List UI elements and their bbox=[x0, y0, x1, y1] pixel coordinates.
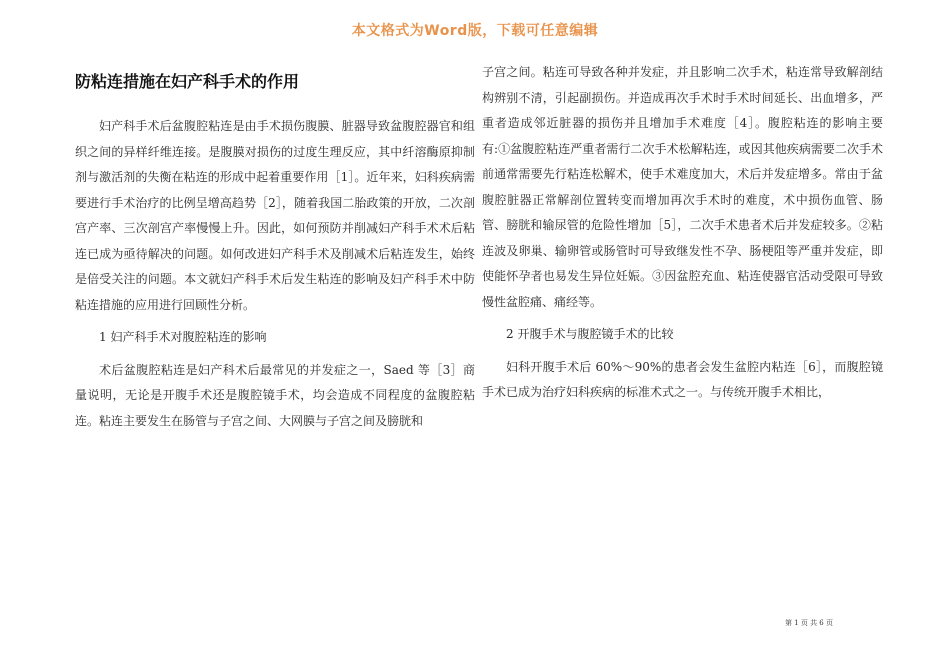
page-number-footer: 第 1 页 共 6 页 bbox=[784, 619, 833, 627]
left-column bbox=[75, 60, 475, 441]
intro-paragraph: 妇产科手术后盆腹腔粘连是由手术损伤腹膜、脏器导致盆腹腔器官和组织之间的异样纤维连接。是腹膜对损伤的过度生理反应，其中纤溶酶原抑制剂与激活剂的失衡在粘连的形成中起着重要作用［1］。近年来，妇科疾病需要进行手术治疗的比例呈增高趋势［2］，随着我国二胎政策的开放，二次剖宫产率、三次剖宫产率慢慢上升。因此，如何预防并削减妇产科手术术后粘连已成为亟待解决的问题。如何改进妇产科手术及削减术后粘连发生，始终是倍受关注的问题。本文就妇产科手术后发生粘连的影响及妇产科手术中防粘连措施的应用进行回顾性分析。 bbox=[75, 119, 475, 312]
section-1-continued-paragraph: 子宫之间。粘连可导致各种并发症，并且影响二次手术，粘连常导致解剖结构辨别不清，引起副损伤。并造成再次手术时手术时间延长、出血增多，严重者造成邻近脏器的损伤并且增加手术难度［4］。腹腔粘连的影响主要有:①盆腹腔粘连严重者需行二次手术松解粘连，或因其他疾病需要二次手术前通常需要先行粘连松解术，使手术难度加大，术后并发症增多。常由于盆腹腔脏器正常解剖位置转变而增加再次手术时的难度，术中损伤血管、肠管、膀胱和输尿管的危险性增加［5］，二次手术患者术后并发症较多。②粘连波及卵巢、输卵管或肠管时可导致继发性不孕、肠梗阻等严重并发症，即使能怀孕者也易发生异位妊娠。③因盆腔充血、粘连使器官活动受限可导致慢性盆腔痛、痛经等。 bbox=[482, 65, 883, 309]
section-2-paragraph: 妇科开腹手术后 60%～90%的患者会发生盆腔内粘连［6］，而腹腔镜手术已成为治疗妇科疾病的标准术式之一。与传统开腹手术相比， bbox=[482, 359, 883, 399]
section-1-paragraph: 术后盆腹腔粘连是妇产科术后最常见的并发症之一，Saed 等［3］商量说明，无论是开腹手术还是腹腔镜手术，均会造成不同程度的盆腹腔粘连。粘连主要发生在肠管与子宫之间、大网膜与子宫之间及膀胱和 bbox=[75, 362, 475, 428]
section-heading-2: 2 开腹手术与腹腔镜手术的比较 bbox=[506, 327, 674, 341]
document-title: 防粘连措施在妇产科手术的作用 bbox=[75, 72, 300, 91]
word-format-banner: 本文格式为Word版，下载可任意编辑 bbox=[351, 23, 599, 39]
section-heading-1: 1 妇产科手术对腹腔粘连的影响 bbox=[99, 330, 267, 344]
right-column bbox=[482, 60, 883, 413]
